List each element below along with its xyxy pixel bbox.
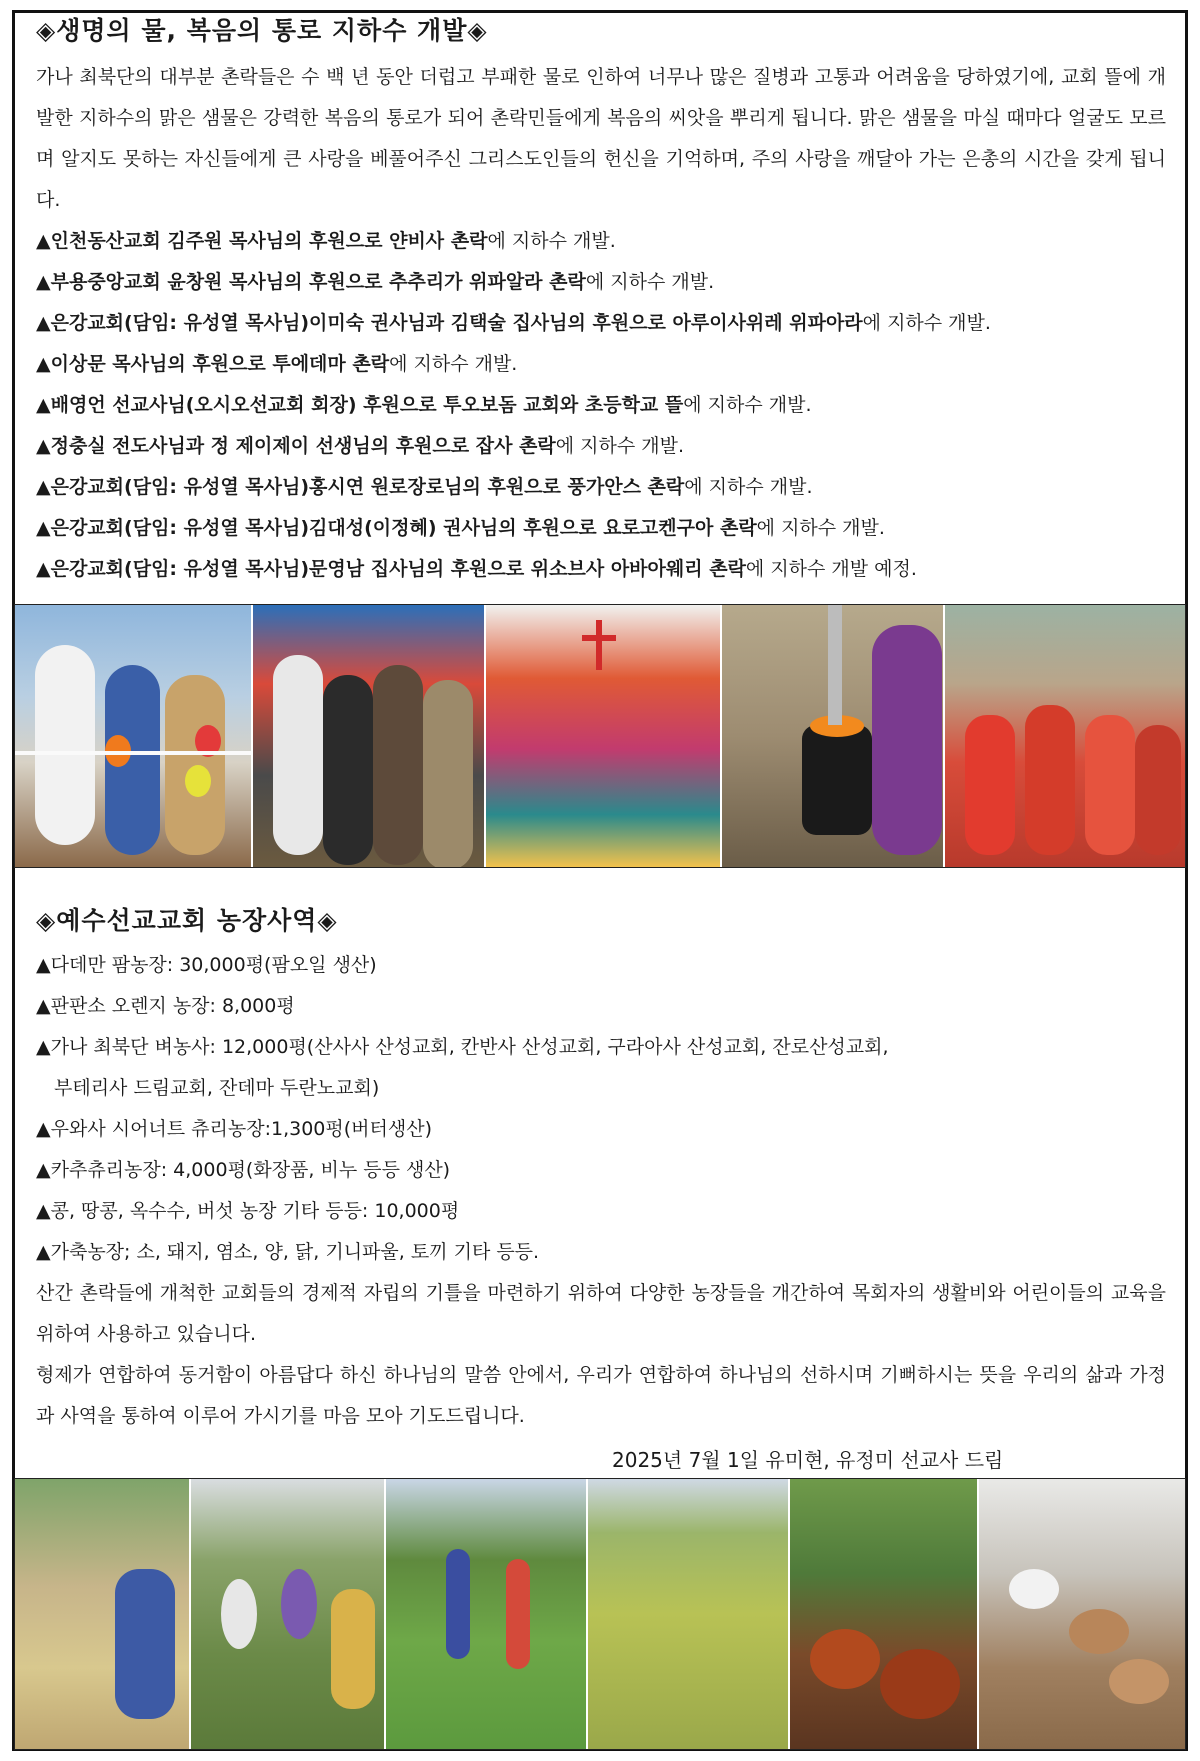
farm-heading: ◈예수선교교회 농장사역◈ <box>36 906 338 935</box>
water-photo-strip <box>14 604 1186 868</box>
water-item <box>36 303 1166 344</box>
water-item <box>36 467 1166 508</box>
water-intro <box>36 57 1166 221</box>
water-item-bold: ▲은강교회(담임: 유성열 목사님)김대성(이정혜) 권사님의 후원으로 요로고켄구아 촌락 <box>36 517 757 539</box>
corn-harvest-photo <box>15 1479 191 1749</box>
water-item-bold: ▲배영언 선교사님(오시오선교회 회장) 후원으로 투오보돔 교회와 초등학교 뜰 <box>36 394 684 416</box>
water-item-bold: ▲은강교회(담임: 유성열 목사님)문영남 집사님의 후원으로 위소브사 아바아웨리 촌락 <box>36 558 746 580</box>
water-item-rest: 에 지하수 개발 예정. <box>745 558 917 580</box>
rice-paddy-photo <box>588 1479 790 1749</box>
water-item-rest: 에 지하수 개발. <box>683 394 812 416</box>
farm-paragraph-1: 산간 촌락들에 개척한 교회들의 경제적 자립의 기틀을 마련하기 위하여 다양한 농장들을 개간하여 목회자의 생활비와 어린이들의 교육을 위하여 사용하고 있습니다. <box>36 1282 1166 1345</box>
water-heading: ◈생명의 물, 복음의 통로 지하수 개발◈ <box>36 16 488 45</box>
farm-list <box>36 945 1166 1437</box>
water-item-bold: ▲인천동산교회 김주원 목사님의 후원으로 얀비사 촌락 <box>36 230 488 252</box>
farm-item: ▲다데만 팜농장: 30,000평(팜오일 생산) <box>36 954 377 976</box>
water-list <box>36 221 1166 590</box>
farm-item: ▲카추츄리농장: 4,000평(화장품, 비누 등등 생산) <box>36 1159 451 1181</box>
farm-item: ▲콩, 땅콩, 옥수수, 버섯 농장 기타 등등: 10,000평 <box>36 1200 460 1222</box>
farm-paragraph-2: 형제가 연합하여 동거함이 아름답다 하신 하나님의 말씀 안에서, 우리가 연합하여 하나님의 선하시며 기뻐하시는 뜻을 우리의 삶과 가정과 사역을 통하여 이루어 가시기를 마음 모아 기도드립니다. <box>36 1364 1166 1427</box>
water-item-bold: ▲정충실 전도사님과 정 제이제이 선생님의 후원으로 잡사 촌락 <box>36 435 556 457</box>
church-group-photo <box>253 605 487 867</box>
farm-item: ▲판판소 오렌지 농장: 8,000평 <box>36 995 295 1017</box>
farm-section <box>36 904 1166 938</box>
water-item <box>36 508 1166 549</box>
water-item-rest: 에 지하수 개발. <box>585 271 715 293</box>
water-item <box>36 385 1166 426</box>
water-item-rest: 에 지하수 개발. <box>684 476 813 498</box>
water-item <box>36 426 1166 467</box>
water-intro-text: 가나 최북단의 대부분 촌락들은 수 백 년 동안 더럽고 부패한 물로 인하여 너무나 많은 질병과 고통과 어려움을 당하였기에, 교회 뜰에 개발한 지하수의 맑은 샘물은 강력한 복음의 통로가 되어 촌락민들에게 복음의 씨앗을 뿌리게 됩니다. 맑은 샘물을 마실 때마다 얼굴도 모르며 알지도 못하는 자신들에게 큰 사랑을 베풀어주신 그리스도인들의 헌신을 기억하며, 주의 사랑을 깨달아 가는 은총의 시간을 갖게 됩니다. <box>36 66 1166 211</box>
signature: 2025년 7월 1일 유미현, 유정미 선교사 드림 <box>612 1448 1004 1472</box>
farm-item: ▲가축농장; 소, 돼지, 염소, 양, 닭, 기니파울, 토끼 기타 등등. <box>36 1241 540 1263</box>
water-item-rest: 에 지하수 개발. <box>756 517 885 539</box>
water-item-rest: 에 지하수 개발. <box>389 353 518 375</box>
water-item <box>36 549 1166 590</box>
water-section <box>36 14 1166 48</box>
water-pump-photo <box>722 605 946 867</box>
field-workers-photo <box>191 1479 387 1749</box>
palm-fruit-photo <box>790 1479 980 1749</box>
farm-item: ▲우와사 시어너트 츄리농장:1,300펑(버터생산) <box>36 1118 432 1140</box>
green-field-photo <box>386 1479 588 1749</box>
church-interior-photo <box>486 605 722 867</box>
water-item-bold: ▲이상문 목사님의 후원으로 투에데마 촌락 <box>36 353 390 375</box>
water-item <box>36 262 1166 303</box>
water-item-rest: 에 지하수 개발. <box>555 435 685 457</box>
water-item-rest: 에 지하수 개발. <box>862 312 991 334</box>
ribbon-cutting-photo <box>15 605 253 867</box>
water-item-bold: ▲은강교회(담임: 유성열 목사님)홍시연 원로장로님의 후원으로 풍가안스 촌락 <box>36 476 685 498</box>
water-item-bold: ▲부용중앙교회 윤창원 목사님의 후원으로 추추리가 위파알라 촌락 <box>36 271 586 293</box>
farm-item: ▲가나 최북단 벼농사: 12,000평(산사사 산성교회, 칸반사 산성교회, 구라아사 산성교회, 잔로산성교회, <box>36 1036 889 1058</box>
farm-item-continued: 부테리사 드림교회, 잔데마 두란노교회) <box>54 1077 380 1099</box>
water-item-bold: ▲은강교회(담임: 유성열 목사님)이미숙 권사님과 김택술 집사님의 후원으로 아루이사위레 위파아라 <box>36 312 863 334</box>
goats-photo <box>979 1479 1185 1749</box>
celebrating-crowd-photo <box>945 605 1185 867</box>
water-item <box>36 221 1166 262</box>
farm-photo-strip <box>14 1478 1186 1750</box>
water-item <box>36 344 1166 385</box>
water-item-rest: 에 지하수 개발. <box>487 230 616 252</box>
